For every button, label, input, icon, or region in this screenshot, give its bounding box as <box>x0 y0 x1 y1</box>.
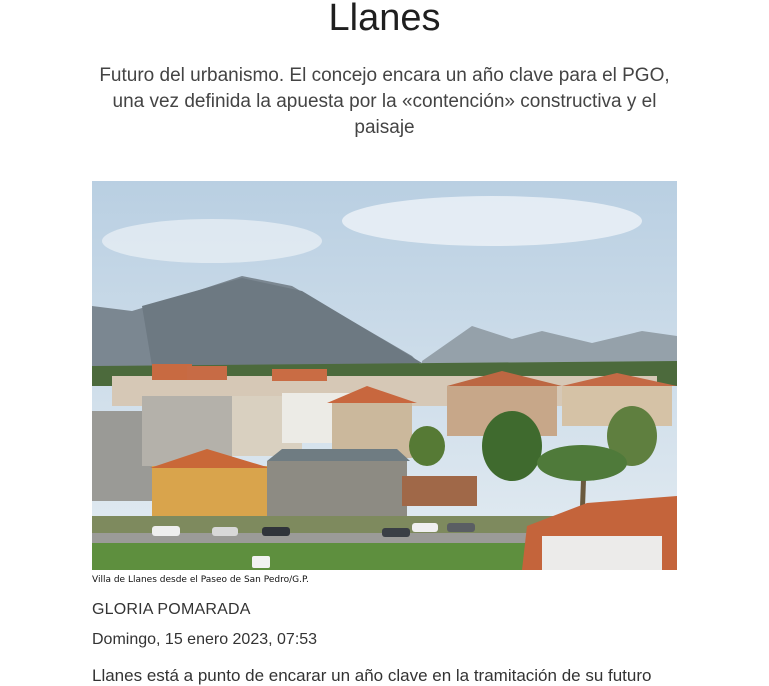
article-subtitle: Futuro del urbanismo. El concejo encara un año clave para el PGO, una vez definida la apuesta por la «contención» constructiva y el paisaje <box>99 65 670 138</box>
article-body-first-line: Llanes está a punto de encarar un año clave en la tramitación de su futuro <box>92 666 652 685</box>
article-date: Domingo, 15 enero 2023, 07:53 <box>92 631 318 648</box>
photo-caption: Villa de Llanes desde el Paseo de San Pedro/G.P. <box>92 575 309 585</box>
article-photo[interactable] <box>92 181 677 570</box>
article-title: Llanes <box>328 0 441 39</box>
article-author[interactable]: GLORIA POMARADA <box>92 601 251 618</box>
town-landscape-image <box>92 181 677 570</box>
